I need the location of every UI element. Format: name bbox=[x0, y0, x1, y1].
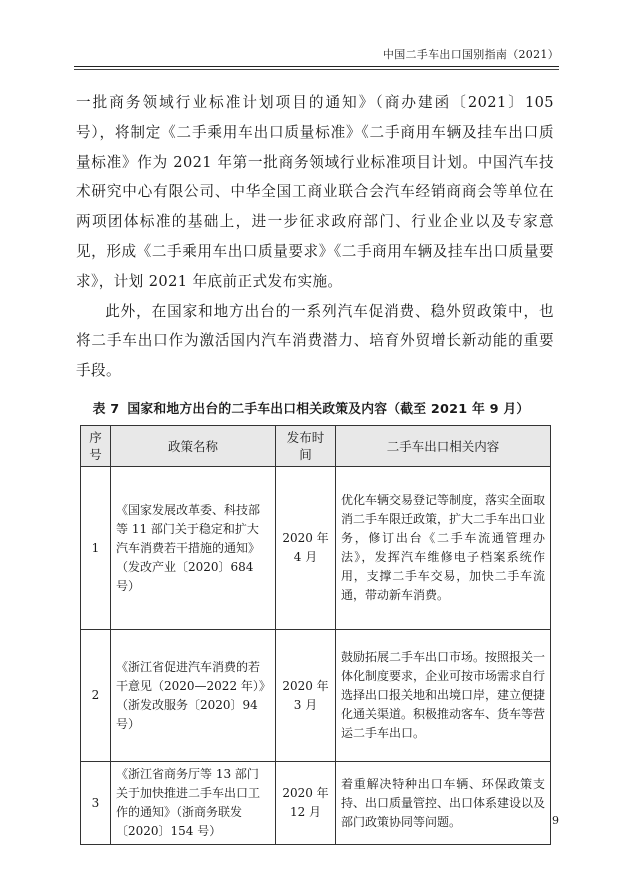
table-caption-label: 表 7 bbox=[92, 402, 120, 417]
header-name: 政策名称 bbox=[111, 426, 276, 467]
header-no: 序号 bbox=[81, 426, 111, 467]
row-no: 2 bbox=[81, 630, 111, 762]
table-row bbox=[81, 630, 551, 762]
header-rule bbox=[74, 66, 559, 67]
table-row bbox=[81, 467, 551, 630]
header-date: 发布时间 bbox=[276, 426, 336, 467]
row-content: 鼓励拓展二手车出口市场。按照报关一体化制度要求，企业可按市场需求自行选择出口报关地和出境口岸，建立便捷化通关渠道。积极推动客车、货车等营运二手车出口。 bbox=[336, 630, 551, 762]
row-name: 《国家发展改革委、科技部等 11 部门关于稳定和扩大汽车消费若干措施的通知》（发改产业〔2020〕684 号） bbox=[111, 467, 276, 630]
row-content: 着重解决特种出口车辆、环保政策支持、出口质量管控、出口体系建设以及部门政策协同等问题。 bbox=[336, 762, 551, 845]
row-no: 1 bbox=[81, 467, 111, 630]
row-date: 2020 年 12 月 bbox=[276, 762, 336, 845]
header-content: 二手车出口相关内容 bbox=[336, 426, 551, 467]
row-name: 《浙江省商务厅等 13 部门关于加快推进二手车出口工作的通知》（浙商务联发〔2020〕154 号） bbox=[111, 762, 276, 845]
row-no: 3 bbox=[81, 762, 111, 845]
paragraph-1: 一批商务领域行业标准计划项目的通知》（商办建函〔2021〕105 号），将制定《二手乘用车出口质量标准》《二手商用车辆及挂车出口质量标准》作为 2021 年第一批商务领域行业标准项目计划。中国汽车技术研究中心有限公司、中华全国工商业联合会汽车经销商商会等单位在两项团体标准的基础上，进一步征求政府部门、行业企业以及专家意见，形成《二手乘用车出口质量要求》《二手商用车辆及挂车出口质量要求》，计划 2021 年底前正式发布实施。 bbox=[76, 94, 554, 290]
header-rule-thin bbox=[74, 69, 559, 70]
row-date: 2020 年 3 月 bbox=[276, 630, 336, 762]
table-row bbox=[81, 762, 551, 845]
page-number: 9 bbox=[552, 814, 559, 827]
table-caption-text: 国家和地方出台的二手车出口相关政策及内容（截至 2021 年 9 月） bbox=[127, 402, 530, 417]
row-content: 优化车辆交易登记等制度，落实全面取消二手车限迁政策，扩大二手车出口业务，修订出台《二手车流通管理办法》，发挥汽车维修电子档案系统作用，支撑二手车交易，加快二手车流通，带动新车消费。 bbox=[336, 467, 551, 630]
table-caption bbox=[80, 398, 550, 417]
running-header: 中国二手车出口国别指南（2021） bbox=[382, 48, 559, 61]
row-name: 《浙江省促进汽车消费的若干意见（2020—2022 年）》（浙发改服务〔2020〕94 号） bbox=[111, 630, 276, 762]
row-date: 2020 年 4 月 bbox=[276, 467, 336, 630]
policy-table bbox=[80, 425, 551, 845]
paragraph-2: 此外，在国家和地方出台的一系列汽车促消费、稳外贸政策中，也将二手车出口作为激活国内汽车消费潜力、培育外贸增长新动能的重要手段。 bbox=[76, 302, 554, 380]
table-header-row bbox=[81, 426, 551, 467]
body-text bbox=[76, 88, 554, 386]
